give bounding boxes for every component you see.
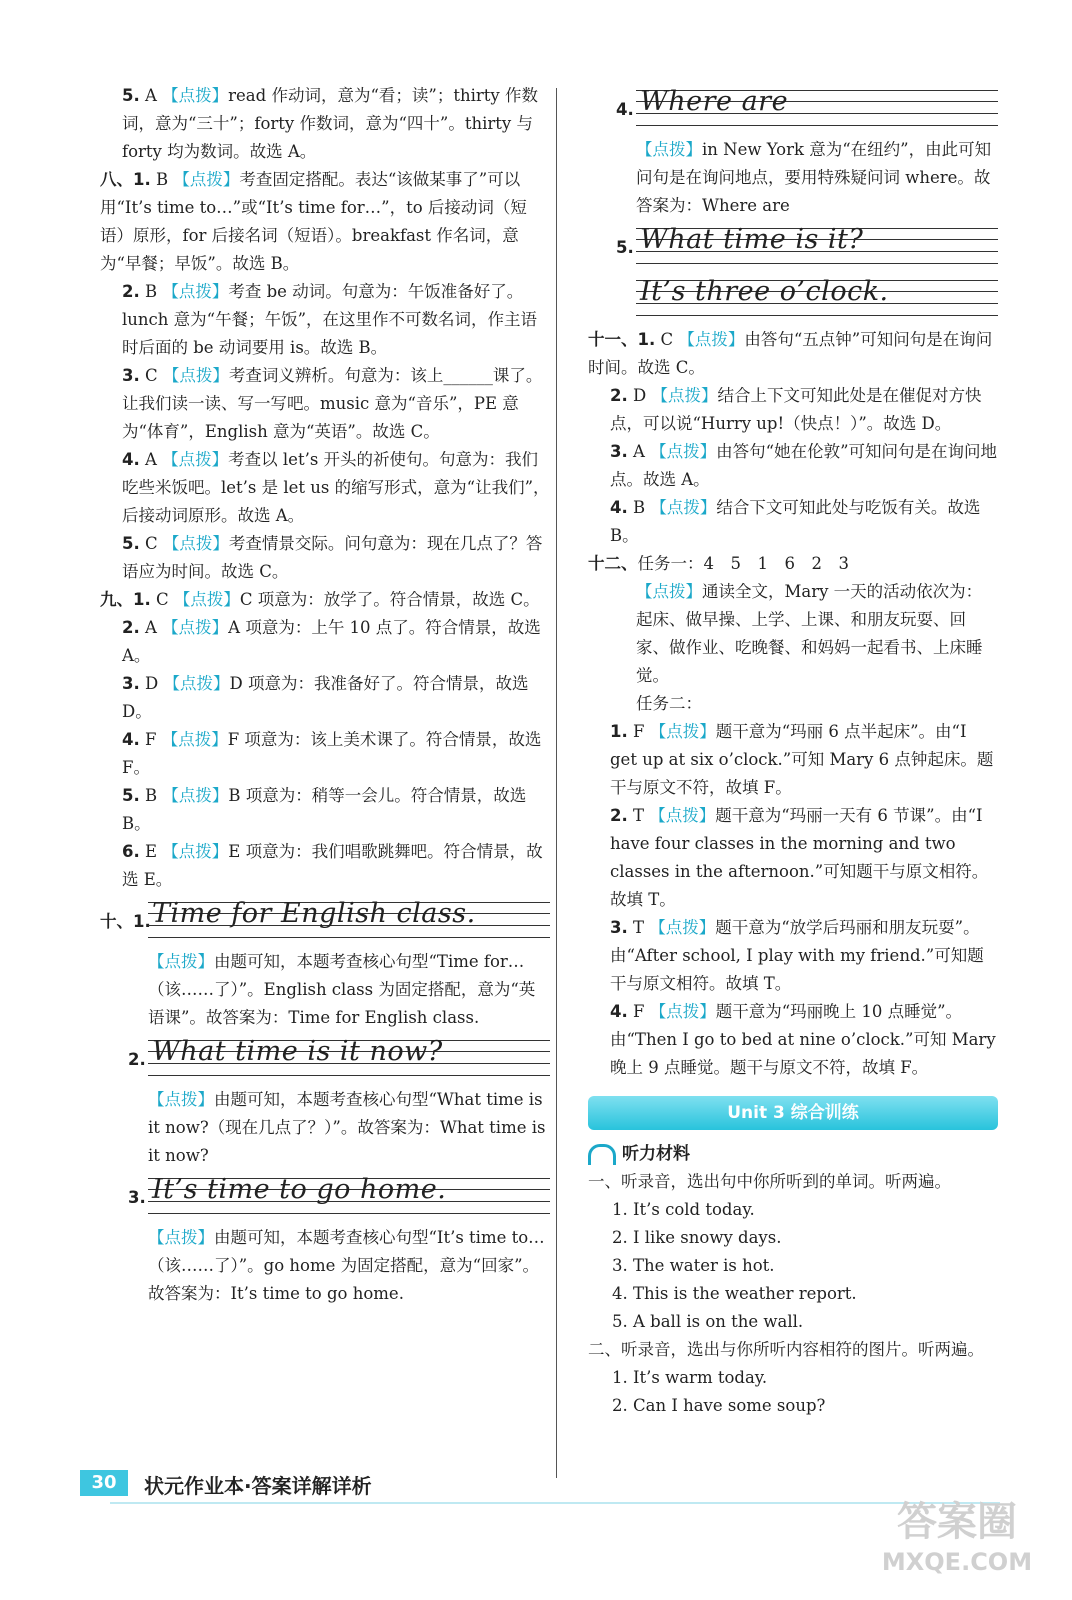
left-column [100,82,550,1308]
listening-line: 一、听录音，选出句中你所听到的单词。听两遍。 [588,1172,951,1191]
handwritten-text: It’s three o’clock. [640,276,889,307]
hint-tag: 【点拨】 [173,590,240,609]
item-number: 5. [616,238,634,257]
footer-rule [110,1502,1000,1504]
listening-line: 4. This is the weather report. [612,1284,857,1303]
item-number: 3. [610,918,628,937]
listening-list [588,1168,998,1420]
handwriting-answer [100,896,550,942]
explanation-text: 题干意为“玛丽晚上 10 点睡觉”。由“Then I go to bed at nine o’clock.”可知 Mary 晚上 9 点睡觉。题干与原文不符，故填 F。 [610,1002,996,1077]
item-number: 十一、1. [588,330,656,349]
hint-tag: 【点拨】 [162,450,229,469]
watermark-top: 答案圈 [897,1499,1017,1545]
hint-tag: 【点拨】 [649,918,716,937]
explanation-text: 题干意为“玛丽一天有 6 节课”。由“I have four classes in the morning and two classes in the afternoon.”可知题干与原文相符。故填 T。 [610,806,989,909]
answer-item [100,166,550,278]
item-number: 八、1. [100,170,151,189]
answer-item [100,838,550,894]
answer-letter: A [139,450,163,469]
hint-tag: 【点拨】 [148,1228,214,1247]
answer-letter: D [139,674,164,693]
listening-line: 2. Can I have some soup? [612,1396,826,1415]
explanation-paragraph [100,948,550,1032]
footer-title: 状元作业本·答案详解详析 [144,1474,372,1498]
answer-letter: E [139,842,163,861]
explanation-paragraph [588,690,998,718]
answer-letter: F [139,730,162,749]
hint-tag: 【点拨】 [636,140,702,159]
handwritten-text: What time is it now? [152,1036,443,1067]
item-number: 6. [122,842,140,861]
hint-tag: 【点拨】 [650,498,717,517]
answer-letter: A [139,618,163,637]
explanation-text: 通读全文，Mary 一天的活动依次为：起床、做早操、上学、上课、和朋友玩耍、回家、做作业、吃晚餐、和妈妈一起看书、上床睡觉。 [636,582,983,685]
answer-letter: B [150,170,174,189]
hint-tag: 【点拨】 [161,730,228,749]
item-number: 3. [122,366,140,385]
answer-item [100,726,550,782]
answer-letter: A [627,442,651,461]
hint-tag: 【点拨】 [650,442,717,461]
listening-title: 听力材料 [622,1144,690,1164]
answer-letter: F [627,1002,650,1021]
hint-tag: 【点拨】 [162,366,229,385]
explanation-text: 考查固定搭配。表达“该做某事了”可以用“It’s time to…”或“It’s time for…”，to 后接动词（短语）原形，for 后接名词（短语）。breakfast 作名词，意为“早餐；早饭”。故选 B。 [100,170,527,273]
hint-tag: 【点拨】 [162,842,229,861]
answer-item [588,998,998,1082]
answer-item [588,494,998,550]
item-number: 十、1. [100,912,151,931]
answer-item [100,446,550,530]
hint-tag: 【点拨】 [163,674,230,693]
explanation-text: 考查词义辨析。句意为：该上______课了。让我们读一读、写一写吧。music 意为“音乐”，PE 意为“体育”，English 意为“英语”。故选 C。 [122,366,543,441]
explanation-text: 任务二： [636,694,702,713]
hint-tag: 【点拨】 [162,786,229,805]
explanation-text: C 项意为：放学了。符合情景，故选 C。 [239,590,540,609]
listening-line: 5. A ball is on the wall. [612,1312,804,1331]
hint-tag: 【点拨】 [162,534,229,553]
handwritten-text: Time for English class. [152,898,476,929]
hint-tag: 【点拨】 [636,582,702,601]
handwritten-text: Where are [640,86,789,117]
handwriting-answer [588,84,998,130]
explanation-text: 由题可知，本题考查核心句型“It’s time to…（该……了）”。go home 为固定搭配，意为“回家”。故答案为：It’s time to go home. [148,1228,545,1303]
explanation-text: 考查以 let’s 开头的祈使句。句意为：我们吃些米饭吧。let’s 是 let us 的缩写形式，意为“让我们”，后接动词原形。故选 A。 [122,450,550,525]
item-number: 4. [122,450,140,469]
column-divider [556,88,557,1478]
answer-letter: C [139,366,163,385]
explanation-text: 由题可知，本题考查核心句型“What time is it now?（现在几点了？）”。故答案为：What time is it now? [148,1090,546,1165]
item-number: 十二、 [588,554,638,573]
right-items [588,84,998,1082]
item-number: 3. [128,1188,146,1207]
explanation-paragraph [100,1086,550,1170]
hint-tag: 【点拨】 [678,330,745,349]
answer-letter: B [627,498,651,517]
explanation-text: A 项意为：上午 10 点了。符合情景，故选 A。 [122,618,541,665]
item-number: 2. [128,1050,146,1069]
hint-tag: 【点拨】 [162,86,229,105]
hint-tag: 【点拨】 [148,1090,214,1109]
item-number: 九、1. [100,590,151,609]
item-number: 4. [616,100,634,119]
hint-tag: 【点拨】 [162,618,229,637]
answer-item [588,550,998,578]
listening-line: 2. I like snowy days. [612,1228,782,1247]
hint-tag: 【点拨】 [649,722,716,741]
item-number: 2. [122,618,140,637]
explanation-text: F 项意为：该上美术课了。符合情景，故选 F。 [122,730,542,777]
hint-tag: 【点拨】 [173,170,240,189]
answer-letter: T [627,918,650,937]
explanation-text: 结合上下文可知此处是在催促对方快点，可以说“Hurry up!（快点！）”。故选 D。 [610,386,982,433]
item-number: 3. [122,674,140,693]
unit-banner: Unit 3 综合训练 [588,1096,998,1130]
answer-item [100,530,550,586]
answer-letter: 任务一：4 5 1 6 2 3 [637,554,849,573]
explanation-text: 结合下文可知此处与吃饭有关。故选 B。 [610,498,981,545]
explanation-text: E 项意为：我们唱歌跳舞吧。符合情景，故选 E。 [122,842,543,889]
explanation-text: 题干意为“玛丽 6 点半起床”。由“I get up at six o’clock.”可知 Mary 6 点钟起床。题干与原文不符，故填 F。 [610,722,994,797]
item-number: 5. [122,534,140,553]
listening-header [588,1140,998,1168]
headphones-icon [588,1144,616,1165]
item-number: 4. [122,730,140,749]
answer-item [588,718,998,802]
answer-letter: A [139,86,163,105]
listening-line: 1. It’s warm today. [612,1368,768,1387]
handwriting-answer [588,274,998,320]
item-number: 2. [610,386,628,405]
answer-item [100,82,550,166]
item-number: 4. [610,498,628,517]
answer-letter: C [150,590,174,609]
handwritten-text: It’s time to go home. [152,1174,447,1205]
answer-letter: B [139,282,163,301]
listening-line: 二、听录音，选出与你所听内容相符的图片。听两遍。 [588,1340,984,1359]
watermark-logo [872,1496,1042,1591]
answer-item [100,670,550,726]
page-number: 30 [80,1470,128,1496]
explanation-text: 由答句“她在伦敦”可知问句是在询问地点。故选 A。 [610,442,998,489]
hint-tag: 【点拨】 [148,952,214,971]
answer-item [100,614,550,670]
watermark-bottom: MXQE.COM [881,1548,1033,1576]
handwriting-answer [588,222,998,268]
explanation-text: 考查 be 动词。句意为：午饭准备好了。lunch 意为“午餐；午饭”，在这里作不可数名词，作主语时后面的 be 动词要用 is。故选 B。 [122,282,538,357]
item-number: 3. [610,442,628,461]
explanation-text: in New York 意为“在纽约”，由此可知问句是在询问地点，要用特殊疑问词 where。故答案为：Where are [636,140,992,215]
explanation-text: read 作动词，意为“看；读”；thirty 作数词，意为“三十”；forty 作数词，意为“四十”。thirty 与 forty 均为数词。故选 A。 [122,86,538,161]
explanation-paragraph [588,136,998,220]
answer-item [100,362,550,446]
answer-item [588,382,998,438]
answer-letter: T [627,806,650,825]
handwriting-answer [100,1172,550,1218]
answer-letter: D [627,386,652,405]
handwriting-answer [100,1034,550,1080]
hint-tag: 【点拨】 [162,282,229,301]
item-number: 2. [122,282,140,301]
right-column [588,82,998,1420]
listening-line: 3. The water is hot. [612,1256,775,1275]
explanation-paragraph [100,1224,550,1308]
item-number: 4. [610,1002,628,1021]
explanation-text: D 项意为：我准备好了。符合情景，故选 D。 [122,674,529,721]
explanation-text: 考查情景交际。问句意为：现在几点了？答语应为时间。故选 C。 [122,534,543,581]
answer-letter: B [139,786,163,805]
hint-tag: 【点拨】 [651,386,718,405]
explanation-paragraph [588,578,998,690]
answer-item [588,914,998,998]
answer-letter: C [139,534,163,553]
explanation-text: 由题可知，本题考查核心句型“Time for…（该……了）”。English class 为固定搭配，意为“英语课”。故答案为：Time for English class. [148,952,536,1027]
answer-item [588,802,998,914]
hint-tag: 【点拨】 [649,806,716,825]
page-footer [80,1466,1000,1506]
explanation-text: 由答句“五点钟”可知问句是在询问时间。故选 C。 [588,330,993,377]
answer-letter: C [655,330,679,349]
item-number: 1. [610,722,628,741]
answer-letter: F [627,722,650,741]
hint-tag: 【点拨】 [649,1002,716,1021]
explanation-text: B 项意为：稍等一会儿。符合情景，故选 B。 [122,786,527,833]
explanation-text: 题干意为“放学后玛丽和朋友玩耍”。由“After school, I play with my friend.”可知题干与原文相符。故填 T。 [610,918,984,993]
item-number: 5. [122,86,140,105]
handwritten-text: What time is it? [640,224,864,255]
answer-item [100,782,550,838]
answer-item [588,326,998,382]
item-number: 2. [610,806,628,825]
answer-item [588,438,998,494]
listening-line: 1. It’s cold today. [612,1200,755,1219]
item-number: 5. [122,786,140,805]
answer-item [100,586,550,614]
answer-item [100,278,550,362]
